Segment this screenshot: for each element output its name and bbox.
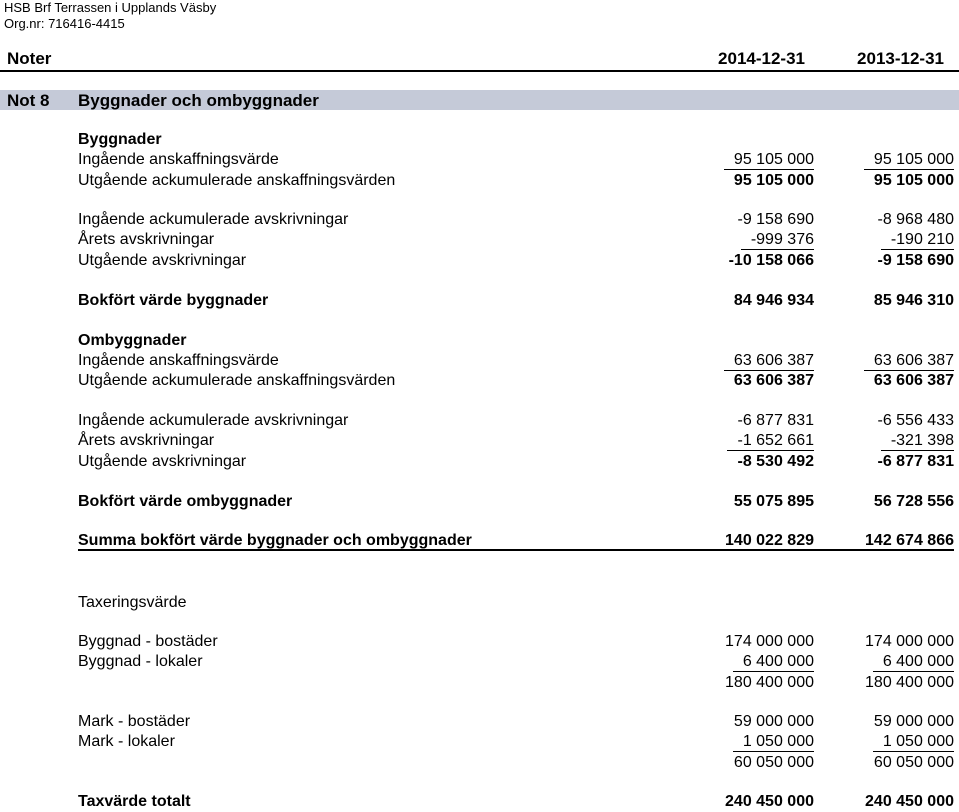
value-2013: 174 000 000 (865, 633, 954, 650)
row-label: Utgående ackumulerade anskaffningsvärden (78, 172, 396, 189)
row-label: Utgående avskrivningar (78, 252, 247, 269)
value-2013: 95 105 000 (873, 172, 954, 189)
value-2013: 240 450 000 (865, 793, 954, 810)
table-row (0, 712, 959, 732)
value-2013: -8 968 480 (877, 211, 954, 228)
value-2013: 6 400 000 (873, 653, 954, 672)
table-row (0, 492, 959, 512)
section-heading: Ombyggnader (78, 332, 187, 349)
section-heading-taxering (0, 593, 959, 613)
table-row (0, 210, 959, 230)
note-band (0, 90, 959, 110)
table-row (0, 230, 959, 250)
value-2014: 95 105 000 (733, 172, 814, 189)
note-number: Not 8 (7, 91, 50, 110)
table-row (0, 632, 959, 652)
value-2014: 180 400 000 (725, 674, 814, 691)
table-row (0, 371, 959, 391)
row-label: Årets avskrivningar (78, 432, 215, 449)
value-2014: -9 158 690 (737, 211, 814, 228)
value-2014: 59 000 000 (733, 713, 814, 730)
column-header-2014: 2014-12-31 (718, 49, 805, 68)
value-2014: 60 050 000 (733, 754, 814, 771)
row-label: Mark - lokaler (78, 733, 175, 750)
value-2013: -6 877 831 (877, 453, 954, 470)
row-label: Taxvärde totalt (78, 793, 191, 810)
value-2014: 63 606 387 (733, 372, 814, 389)
column-header-2013: 2013-12-31 (857, 49, 944, 68)
table-row (0, 732, 959, 752)
value-2014: -1 652 661 (727, 432, 814, 451)
org-number: Org.nr: 716416-4415 (4, 16, 125, 31)
value-2014: -6 877 831 (737, 412, 814, 429)
total-row (0, 792, 959, 812)
row-label: Ingående ackumulerade avskrivningar (78, 412, 349, 429)
value-2014: 84 946 934 (733, 292, 814, 309)
value-2014: 240 450 000 (725, 793, 814, 810)
row-label: Bokfört värde ombyggnader (78, 493, 293, 510)
subtotal-row (0, 753, 959, 773)
org-name: HSB Brf Terrassen i Upplands Väsby (4, 0, 217, 15)
summa-underline (78, 549, 954, 551)
value-2014: 174 000 000 (725, 633, 814, 650)
row-label: Summa bokfört värde byggnader och ombyggnader (78, 532, 472, 549)
row-label: Ingående anskaffningsvärde (78, 352, 279, 369)
row-label: Årets avskrivningar (78, 231, 215, 248)
table-row (0, 351, 959, 371)
value-2013: -6 556 433 (877, 412, 954, 429)
row-label: Utgående ackumulerade anskaffningsvärden (78, 372, 396, 389)
noter-header (0, 46, 959, 72)
table-row (0, 291, 959, 311)
table-row (0, 411, 959, 431)
row-label: Mark - bostäder (78, 713, 191, 730)
section-heading: Byggnader (78, 131, 162, 148)
table-row (0, 251, 959, 271)
value-2014: -10 158 066 (728, 252, 814, 269)
note-title: Byggnader och ombyggnader (78, 91, 319, 110)
row-label: Ingående ackumulerade avskrivningar (78, 211, 349, 228)
section-heading-byggnader (0, 130, 959, 150)
noter-title: Noter (7, 49, 52, 68)
value-2013: 63 606 387 (873, 372, 954, 389)
value-2014: -8 530 492 (737, 453, 814, 470)
row-label: Utgående avskrivningar (78, 453, 247, 470)
row-label: Ingående anskaffningsvärde (78, 151, 279, 168)
subtotal-row (0, 673, 959, 693)
value-2013: -9 158 690 (877, 252, 954, 269)
value-2013: 180 400 000 (865, 674, 954, 691)
row-label: Byggnad - bostäder (78, 633, 218, 650)
row-label: Byggnad - lokaler (78, 653, 203, 670)
value-2013: -190 210 (881, 231, 954, 250)
summa-row (0, 531, 959, 551)
value-2014: 6 400 000 (733, 653, 814, 672)
value-2014: 63 606 387 (724, 352, 814, 371)
value-2013: 59 000 000 (873, 713, 954, 730)
value-2014: -999 376 (741, 231, 814, 250)
value-2013: -321 398 (881, 432, 954, 451)
table-row (0, 171, 959, 191)
section-heading: Taxeringsvärde (78, 594, 187, 611)
value-2013: 56 728 556 (873, 493, 954, 510)
value-2014: 95 105 000 (724, 151, 814, 170)
value-2013: 1 050 000 (873, 733, 954, 752)
value-2013: 63 606 387 (864, 352, 954, 371)
value-2013: 142 674 866 (865, 532, 954, 549)
value-2013: 95 105 000 (864, 151, 954, 170)
value-2013: 60 050 000 (873, 754, 954, 771)
value-2014: 55 075 895 (733, 493, 814, 510)
table-row (0, 652, 959, 672)
table-row (0, 150, 959, 170)
table-row (0, 452, 959, 472)
table-row (0, 431, 959, 451)
value-2013: 85 946 310 (873, 292, 954, 309)
value-2014: 140 022 829 (725, 532, 814, 549)
value-2014: 1 050 000 (733, 733, 814, 752)
row-label: Bokfört värde byggnader (78, 292, 269, 309)
section-heading-ombyggnader (0, 331, 959, 351)
